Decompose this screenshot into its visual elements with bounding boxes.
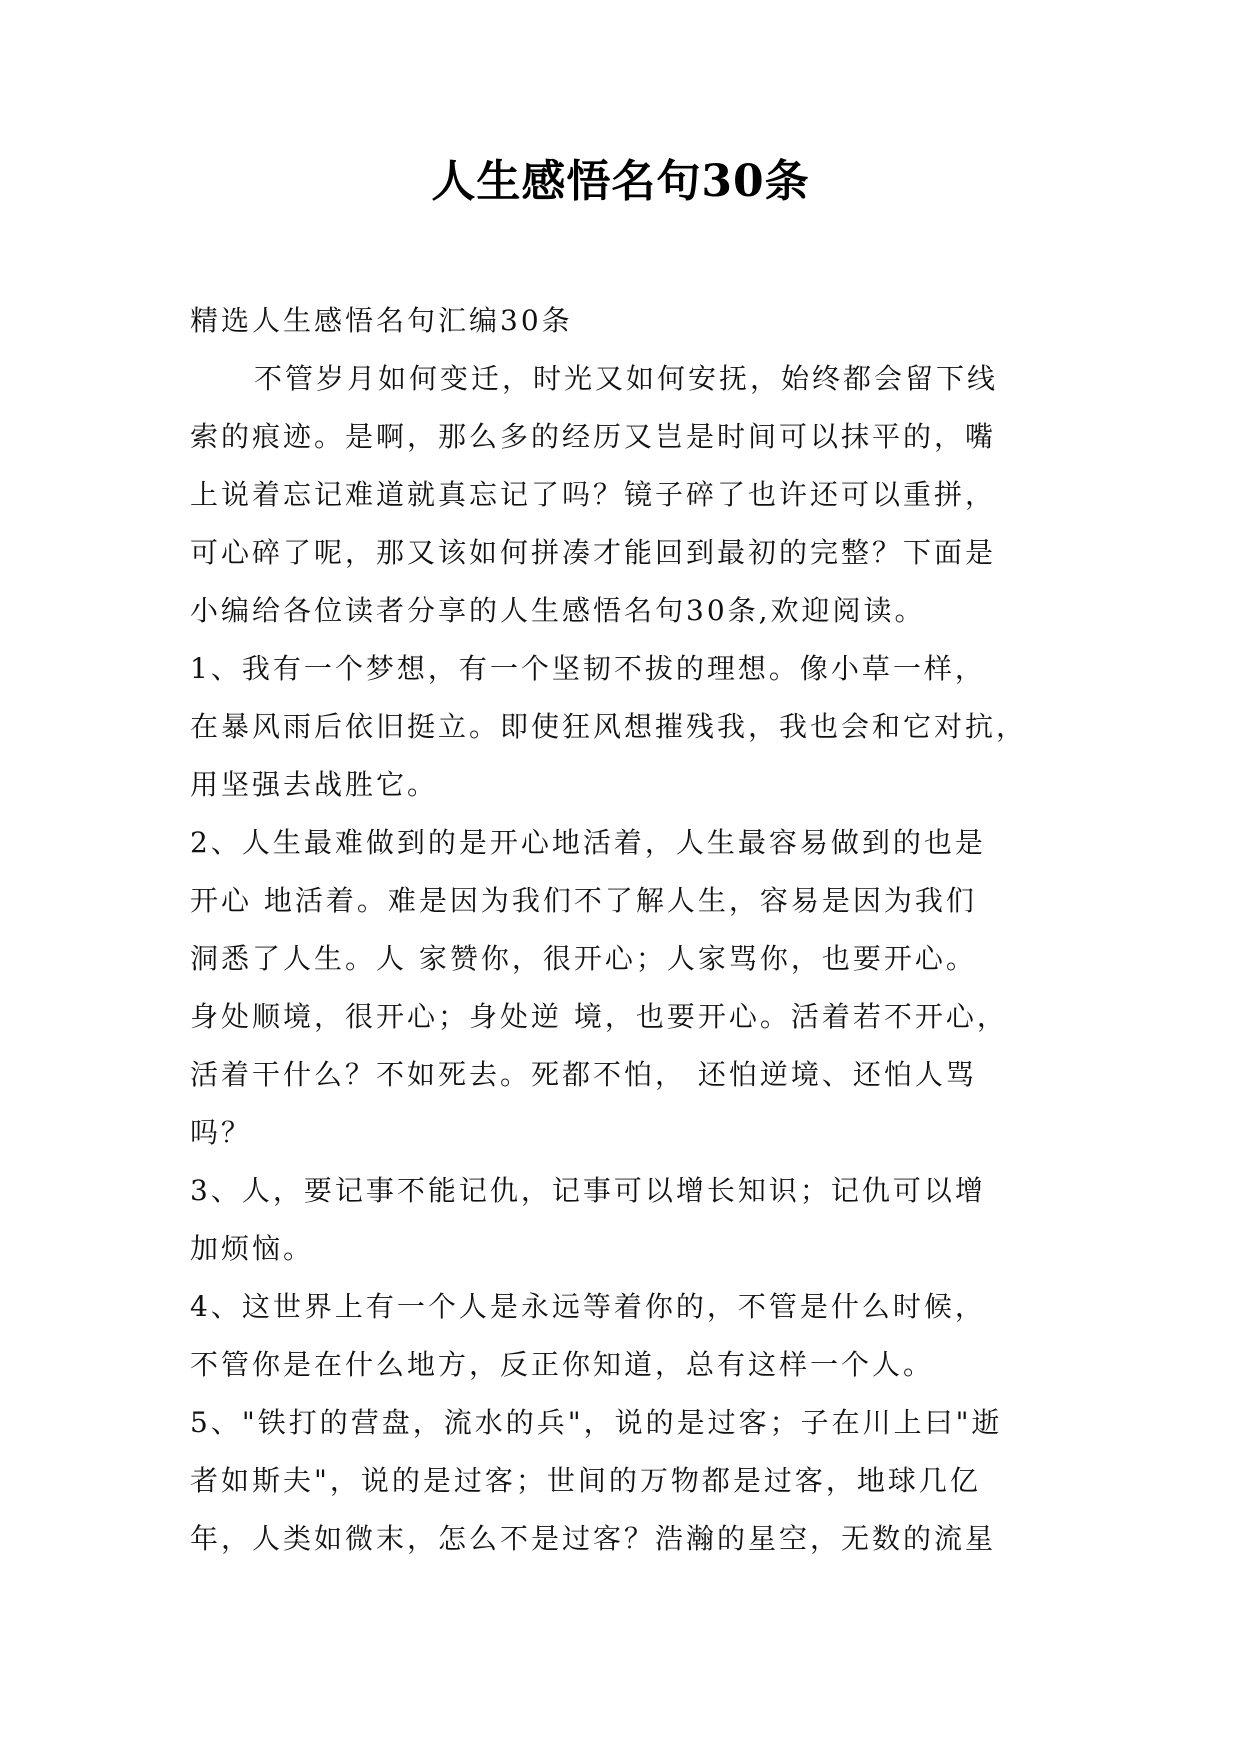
quote-line: 在暴风雨后依旧挺立。即使狂风想摧残我，我也会和它对抗， [190,710,1028,743]
quote-line: 者如斯夫"，说的是过客；世间的万物都是过客，地球几亿 [190,1464,981,1497]
quote-line: 身处顺境，很开心；身处逆 境，也要开心。活着若不开心， [190,1000,1008,1033]
quote-line: 洞悉了人生。人 家赞你，很开心；人家骂你，也要开心。 [190,942,977,975]
subtitle-line: 精选人生感悟名句汇编30条 [190,304,573,337]
quote-line: 用坚强去战胜它。 [190,768,439,801]
quote-line: 开心 地活着。难是因为我们不了解人生，容易是因为我们 [190,884,977,917]
quote-line: 4、这世界上有一个人是永远等着你的，不管是什么时候， [190,1290,986,1323]
quote-line: 3、人，要记事不能记仇，记事可以增长知识；记仇可以增 [190,1174,986,1207]
quote-line: 活着干什么？不如死去。死都不怕， 还怕逆境、还怕人骂 [190,1058,977,1091]
quote-line: 1、我有一个梦想，有一个坚韧不拔的理想。像小草一样， [190,652,986,685]
quote-line: 2、人生最难做到的是开心地活着，人生最容易做到的也是 [190,826,986,859]
quote-line: 加烦恼。 [190,1232,315,1265]
intro-line: 可心碎了呢，那又该如何拼凑才能回到最初的完整？下面是 [190,536,997,569]
quote-line: 年，人类如微末，怎么不是过客？浩瀚的星空，无数的流星 [190,1522,997,1555]
document-body [190,292,1060,1568]
intro-line: 上说着忘记难道就真忘记了吗？镜子碎了也许还可以重拼， [190,478,997,511]
document-title: 人生感悟名句30条 [431,156,810,207]
quote-line: 吗？ [190,1116,253,1149]
quote-line: 5、"铁打的营盘，流水的兵"，说的是过客；子在川上曰"逝 [190,1406,1003,1439]
intro-line: 不管岁月如何变迁，时光又如何安抚，始终都会留下线 [254,362,999,395]
quote-line: 不管你是在什么地方，反正你知道，总有这样一个人。 [190,1348,935,1381]
intro-line: 索的痕迹。是啊，那么多的经历又岂是时间可以抹平的，嘴 [190,420,997,453]
intro-line: 小编给各位读者分享的人生感悟名句30条,欢迎阅读。 [190,594,926,627]
